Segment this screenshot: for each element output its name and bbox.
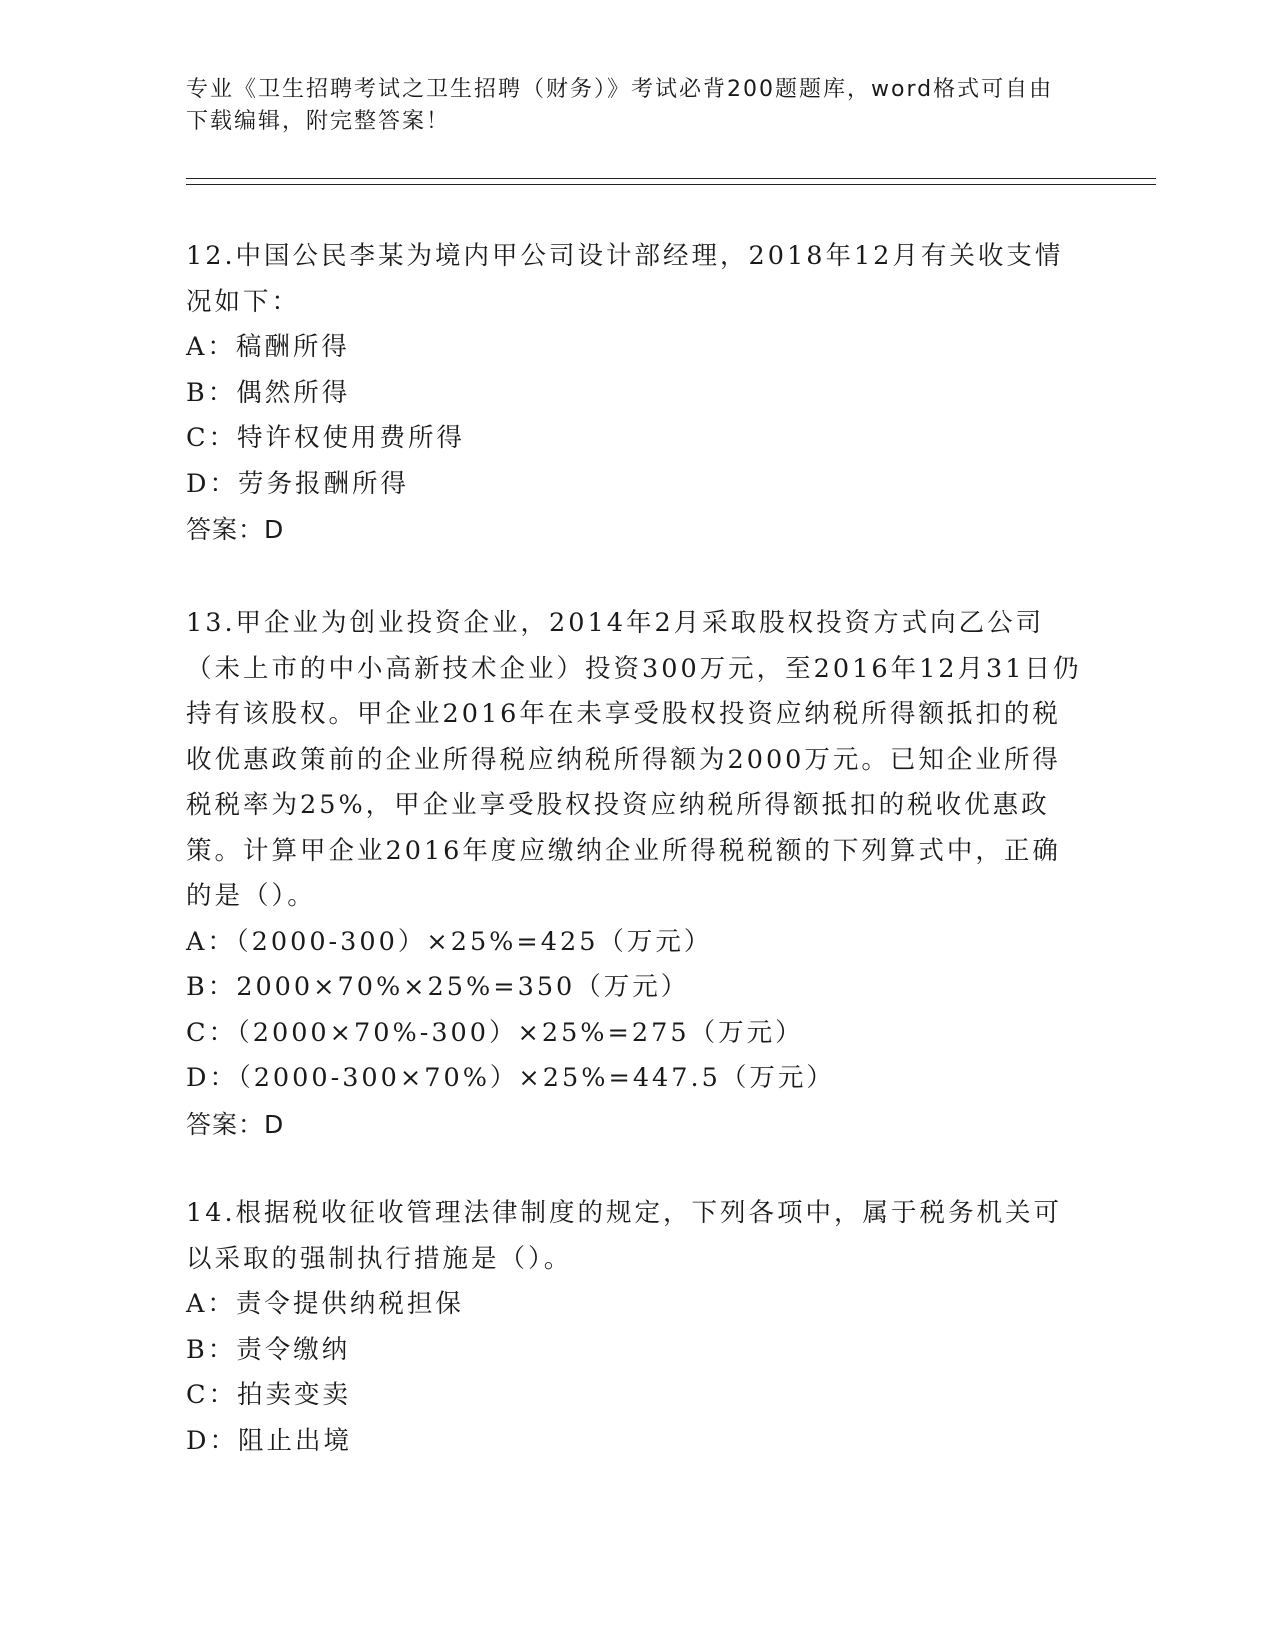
option-d: D：劳务报酬所得 <box>186 468 409 499</box>
question-14 <box>186 1191 1086 1464</box>
option-c: C：拍卖变卖 <box>186 1380 352 1410</box>
question-stem: 12.中国公民李某为境内甲公司设计部经理，2018年12月有关收支情况如下： <box>186 241 1064 317</box>
question-stem: 14.根据税收征收管理法律制度的规定，下列各项中，属于税务机关可以采取的强制执行措施是（）。 <box>186 1198 1063 1274</box>
option-a: A：（2000-300）×25%=425（万元） <box>186 926 713 957</box>
header-divider-top <box>186 178 1156 179</box>
option-d: D：（2000-300×70%）×25%=447.5（万元） <box>186 1063 835 1093</box>
answer-line: 答案：D <box>186 515 285 544</box>
option-c: C：特许权使用费所得 <box>186 423 466 453</box>
option-b: B：偶然所得 <box>186 377 351 408</box>
option-b: B：责令缴纳 <box>186 1334 351 1365</box>
answer-line: 答案：D <box>186 1109 285 1139</box>
question-13 <box>186 601 1086 1147</box>
header-divider-bottom <box>186 184 1156 185</box>
option-d: D：阻止出境 <box>186 1425 352 1456</box>
header-note: 专业《卫生招聘考试之卫生招聘（财务）》考试必背200题题库，word格式可自由下载编辑，附完整答案！ <box>186 77 1054 134</box>
question-stem: 13.甲企业为创业投资企业，2014年2月采取股权投资方式向乙公司（未上市的中小高新技术企业）投资300万元，至2016年12月31日仍持有该股权。甲企业2016年在未享受股权投资应纳税所得额抵扣的税收优惠政策前的企业所得税应纳税所得额为2000万元。已知企业所得税税率为25%，甲企业享受股权投资应纳税所得额抵扣的税收优惠政策。计算甲企业2016年度应缴纳企业所得税税额的下列算式中，正确的是（）。 <box>186 608 1082 911</box>
question-12 <box>186 234 1086 553</box>
option-a: A：责令提供纳税担保 <box>186 1289 464 1319</box>
option-c: C：（2000×70%-300）×25%=275（万元） <box>186 1017 804 1048</box>
option-a: A：稿酬所得 <box>186 332 350 362</box>
option-b: B：2000×70%×25%=350（万元） <box>186 972 690 1002</box>
